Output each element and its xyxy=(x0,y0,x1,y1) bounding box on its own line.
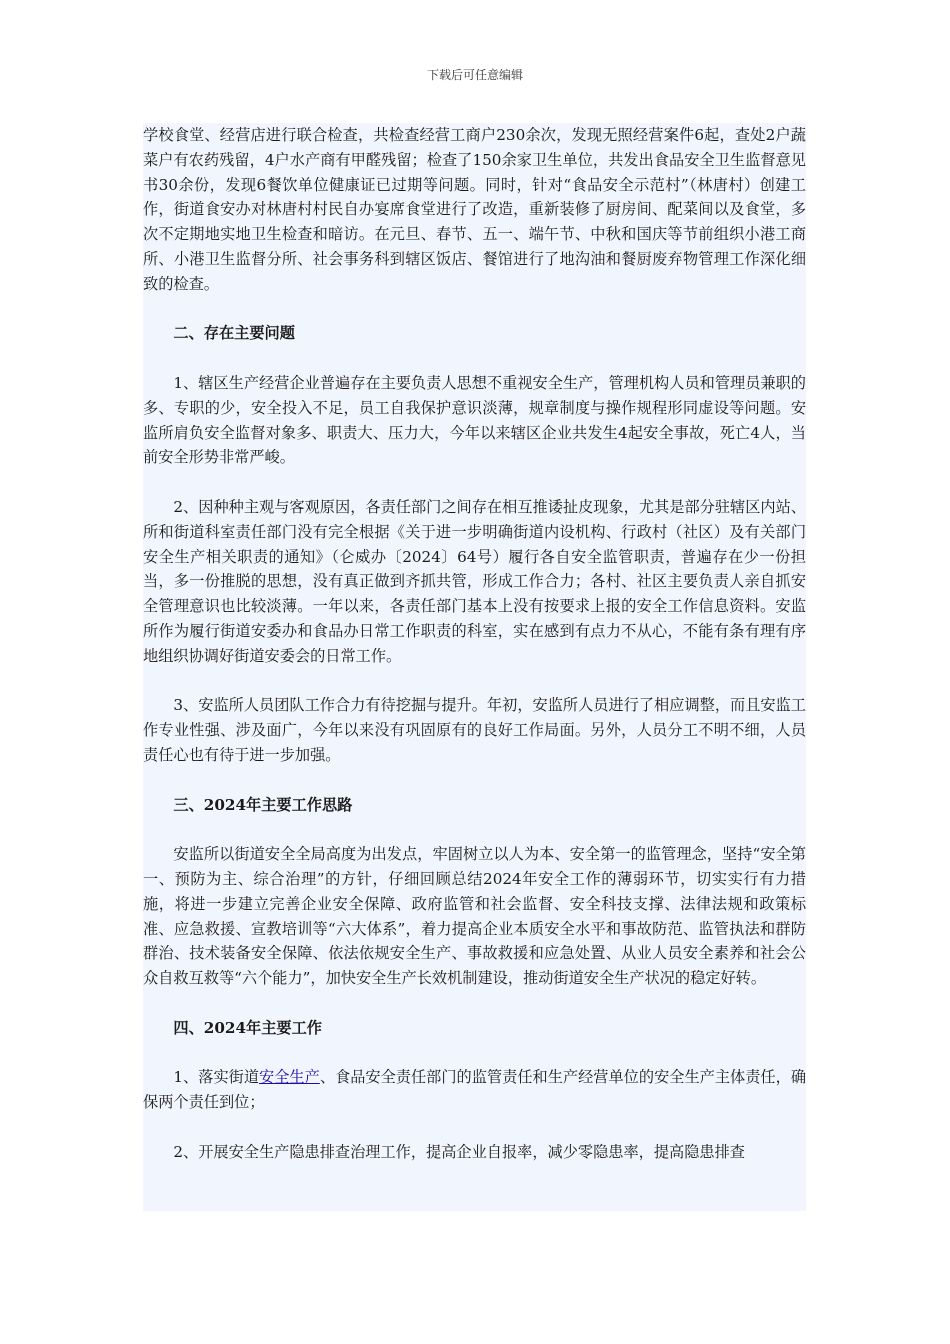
paragraph-problem-3: 3、安监所人员团队工作合力有待挖掘与提升。年初，安监所人员进行了相应调整，而且安监工作专业性强、涉及面广，今年以来没有巩固原有的良好工作局面。另外，人员分工不明不细，人员责任心也有待于进一步加强。 xyxy=(143,696,806,764)
heading-main-problems: 二、存在主要问题 xyxy=(173,324,295,343)
page-header: 下载后可任意编辑 xyxy=(426,68,523,82)
heading-main-work: 四、2024年主要工作 xyxy=(173,1018,322,1037)
paragraph-problem-1: 1、辖区生产经营企业普遍存在主要负责人思想不重视安全生产，管理机构人员和管理员兼职的多、专职的少，安全投入不足，员工自我保护意识淡薄，规章制度与操作规程形同虚设等问题。安监所肩负安全监督对象多、职责大、压力大，今年以来辖区企业共发生4起安全事故，死亡4人，当前安全形势非常严峻。 xyxy=(143,373,806,467)
paragraph-work-ideas: 安监所以街道安全全局高度为出发点，牢固树立以人为本、安全第一的监管理念，坚持“安全第一、预防为主、综合治理”的方针，仔细回顾总结2024年安全工作的薄弱环节，切实实行有力措施，将进一步建立完善企业安全保障、政府监管和社会监督、安全科技支撑、法律法规和政策标准、应急救援、宣教培训等“六大体系”，着力提高企业本质安全水平和事故防范、监管执法和群防群治、技术装备安全保障、依法依规安全生产、事故救援和应急处置、从业人员安全素养和社会公众自救互救等“六个能力”，加快安全生产长效机制建设，推动街道安全生产状况的稳定好转。 xyxy=(143,845,806,988)
paragraph-inspection-summary: 学校食堂、经营店进行联合检查，共检查经营工商户230余次，发现无照经营案件6起，查处2户蔬菜户有农药残留，4户水产商有甲醛残留；检查了150余家卫生单位，共发出食品安全卫生监督意见书30余份，发现6餐饮单位健康证已过期等问题。同时，针对“食品安全示范村”（林唐村）创建工作，街道食安办对林唐村村民自办宴席食堂进行了改造，重新装修了厨房间、配菜间以及食堂，多次不定期地实地卫生检查和暗访。在元旦、春节、五一、端午节、中秋和国庆等节前组织小港工商所、小港卫生监督分所、社会事务科到辖区饭店、餐馆进行了地沟油和餐厨废弃物管理工作深化细致的检查。 xyxy=(143,126,806,293)
work-1-suffix: 、食品安全责任部门的监管责任和生产经营单位的安全生产主体责任，确保两个责任到位； xyxy=(143,1068,806,1112)
paragraph-work-2: 2、开展安全生产隐患排查治理工作，提高企业自报率，减少零隐患率，提高隐患排查 xyxy=(173,1142,745,1161)
paragraph-problem-2: 2、因种种主观与客观原因，各责任部门之间存在相互推诿扯皮现象，尤其是部分驻辖区内站、所和街道科室责任部门没有完全根据《关于进一步明确街道内设机构、行政村（社区）及有关部门安全生产相关职责的通知》（仑威办〔2024〕64号）履行各自安全监管职责，普遍存在少一份担当，多一份推脱的思想，没有真正做到齐抓共管，形成工作合力；各村、社区主要负责人亲自抓安全管理意识也比较淡薄。一年以来，各责任部门基本上没有按要求上报的安全工作信息资料。安监所作为履行街道安委办和食品办日常工作职责的科室，实在感到有点力不从心，不能有条有理有序地组织协调好街道安委会的日常工作。 xyxy=(143,497,806,665)
heading-work-ideas: 三、2024年主要工作思路 xyxy=(173,795,353,814)
paragraph-work-1 xyxy=(143,1065,806,1115)
safety-production-link[interactable]: 安全生产 xyxy=(259,1068,320,1087)
work-1-prefix: 1、落实街道 xyxy=(173,1068,260,1087)
document-body xyxy=(143,123,806,1211)
